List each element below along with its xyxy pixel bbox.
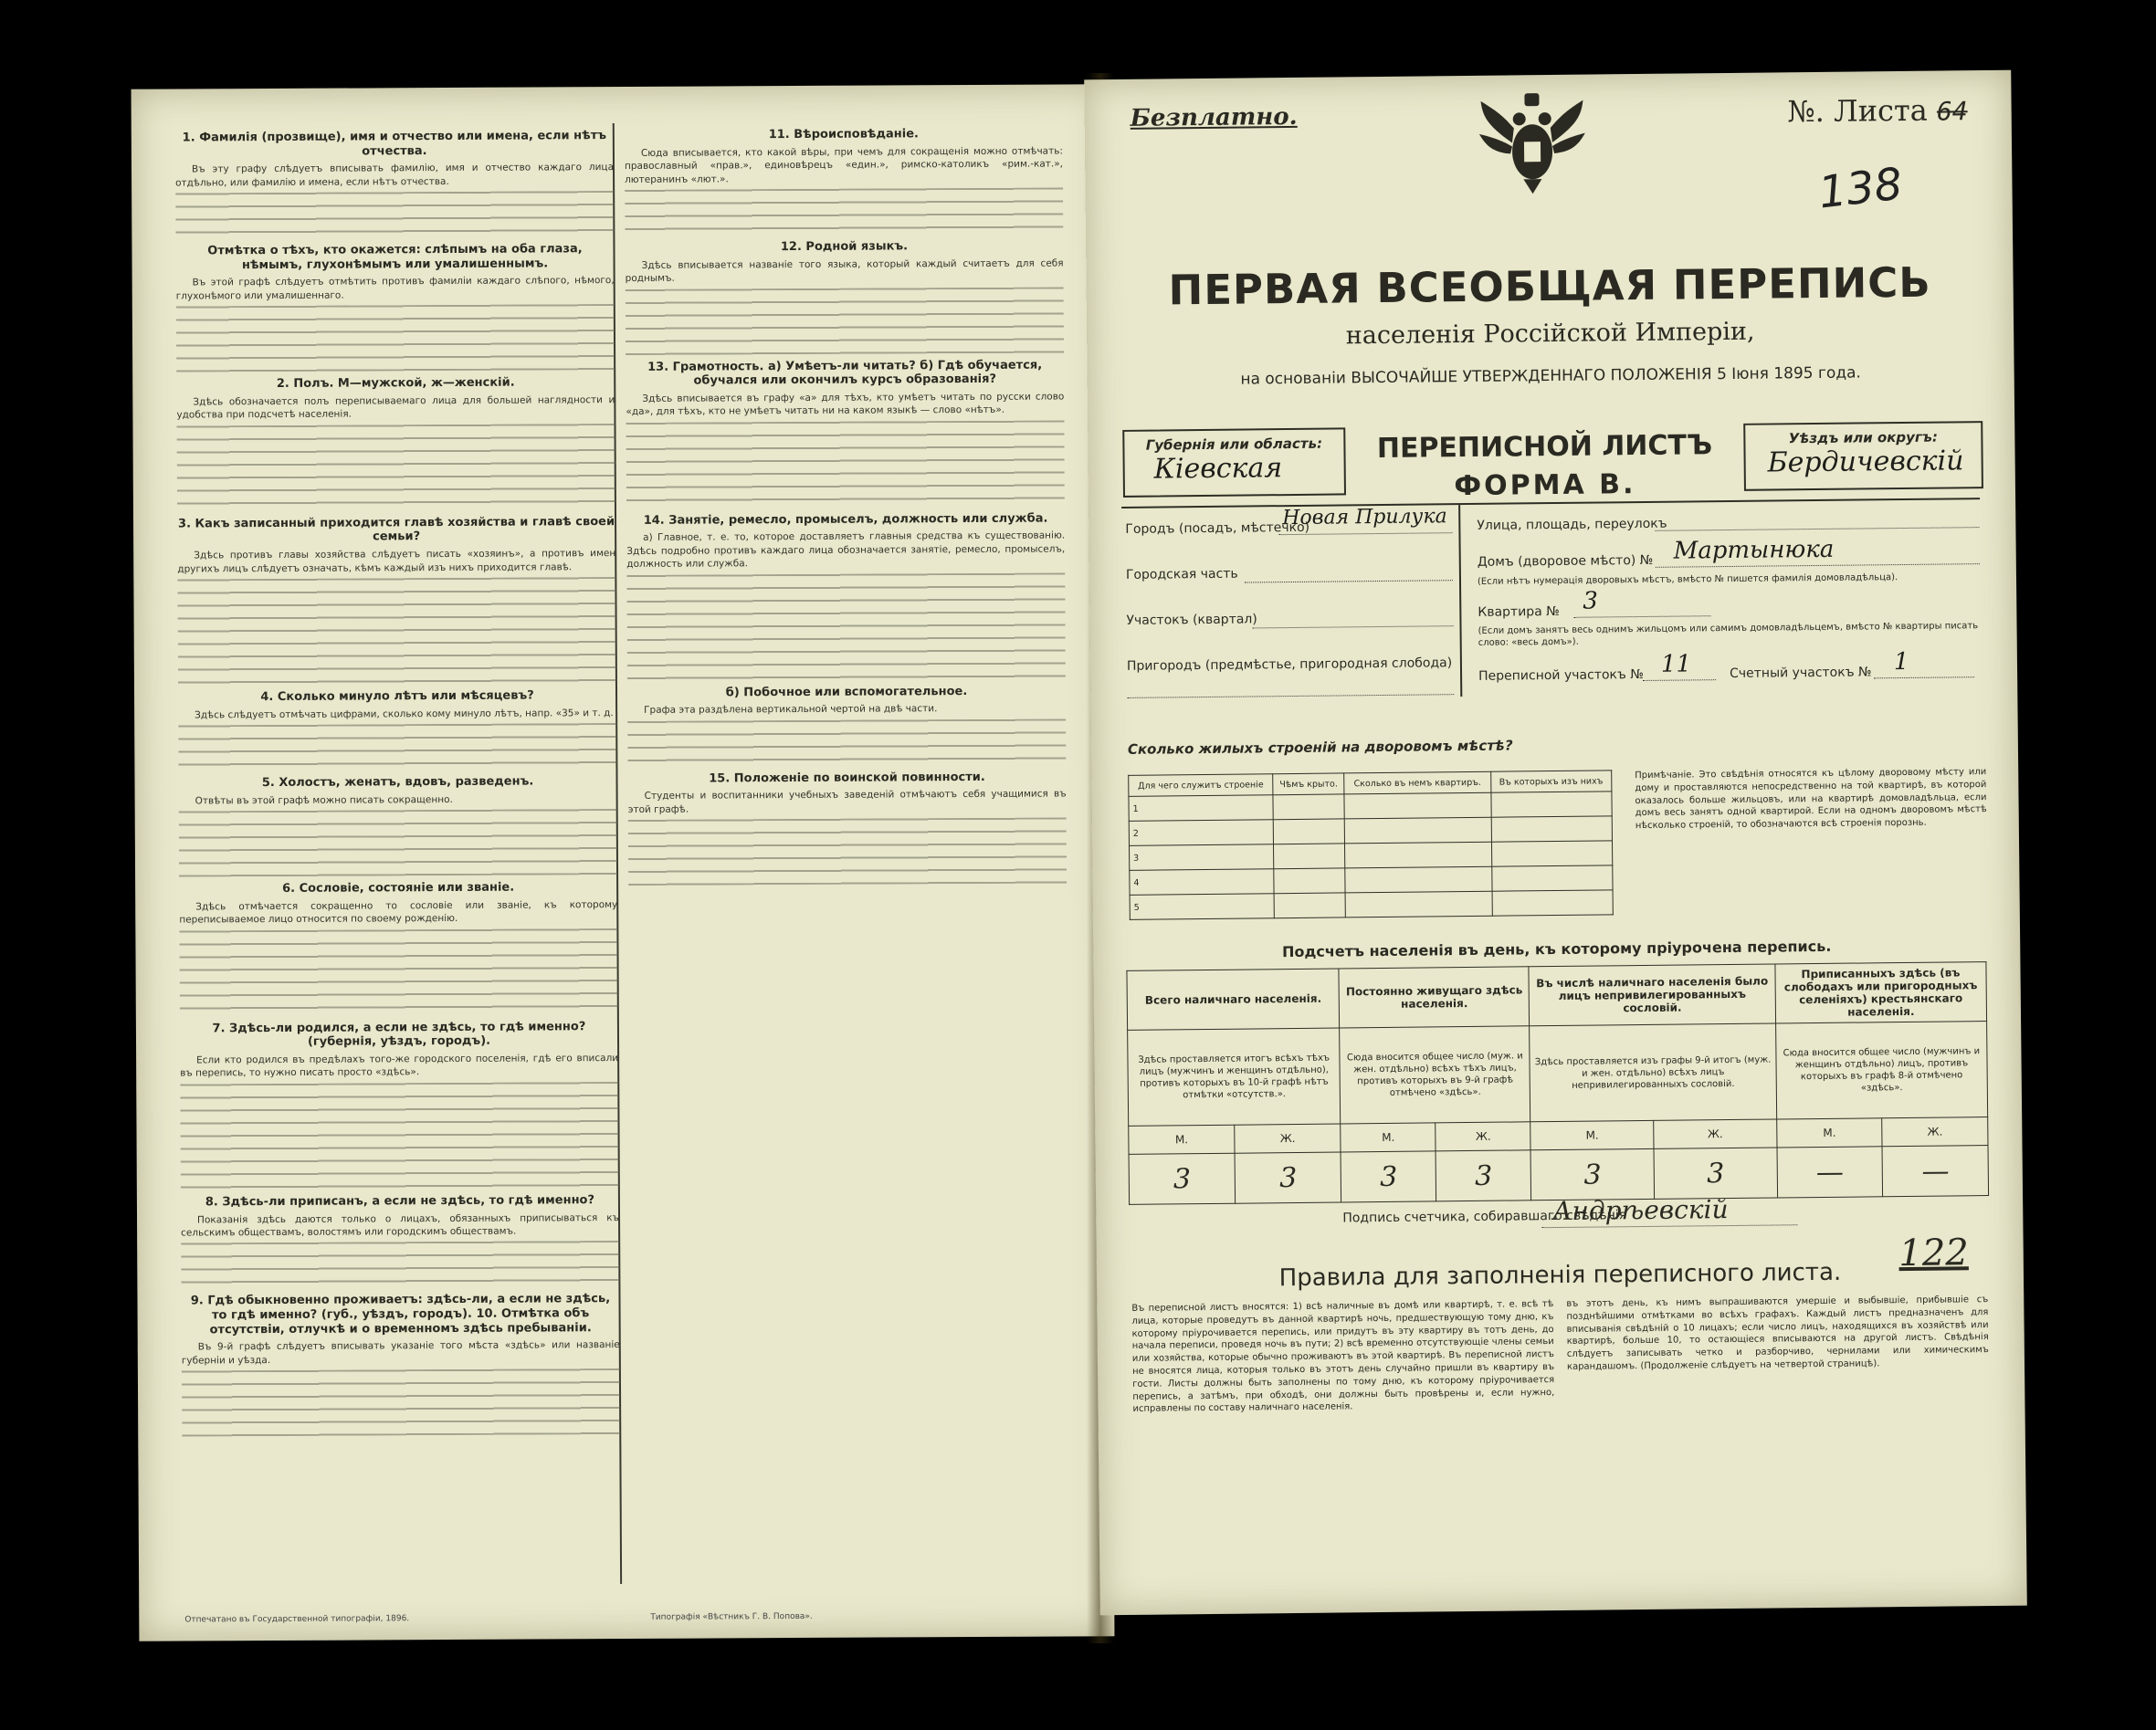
illegible-text-lines bbox=[180, 1082, 619, 1190]
illegible-text-lines bbox=[182, 1368, 620, 1437]
house-label: Домъ (дворовое мѣсто) № bbox=[1477, 552, 1654, 570]
section-text: Здѣсь слѣдуетъ отмѣчать цифрами, сколько кому минуло лѣтъ, напр. «35» и т. д. bbox=[195, 707, 614, 721]
sheet-title: ПЕРЕПИСНОЙ ЛИСТЪ bbox=[1376, 429, 1713, 466]
instructions-column-2 bbox=[625, 121, 1070, 1565]
dwellings-col-apartments: Сколько въ немъ квартиръ. bbox=[1344, 771, 1490, 794]
illegible-text-lines bbox=[626, 572, 1066, 681]
rules-heading: Правила для заполненія переписного листа. bbox=[1278, 1258, 1842, 1293]
section-text: Въ этой графѣ слѣдуетъ отмѣтить противъ фамиліи каждаго слѣпого, нѣмого, глухонѣмого или умалишеннаго. bbox=[175, 275, 615, 302]
section-text: Здѣсь вписывается въ графу «а» для тѣхъ, кто умѣетъ читать по русски слово «да», для тѣхъ, кто не умѣетъ читать ни на каком языкѣ — слово «нѣтъ». bbox=[626, 391, 1065, 418]
section-text: Здѣсь отмѣчается сокращенно то сословіе или званіе, къ которому переписываемое лицо относится по своему рожденію. bbox=[179, 898, 618, 926]
illegible-text-lines bbox=[627, 718, 1066, 767]
section-heading: 14. Занятіе, ремесло, промыселъ, должность или служба. bbox=[643, 511, 1048, 528]
form-label: ФОРМА В. bbox=[1454, 468, 1636, 503]
district-box bbox=[1743, 421, 1983, 491]
row-number: 4 bbox=[1130, 869, 1274, 896]
female-label: Ж. bbox=[1436, 1122, 1530, 1151]
instructions-column-1 bbox=[175, 123, 621, 1567]
printer-note-right: Типографія «Вѣстникъ Г. В. Попова». bbox=[650, 1611, 813, 1622]
suburb-label: Пригородъ (предмѣстье, пригородная слобода) bbox=[1126, 655, 1453, 674]
count-section-value: 1 bbox=[1893, 647, 1909, 676]
city-part-label: Городская часть bbox=[1125, 566, 1238, 582]
illegible-text-lines bbox=[181, 1241, 619, 1289]
sheet-number bbox=[1787, 92, 1968, 129]
female-label: Ж. bbox=[1235, 1124, 1341, 1153]
house-value: Мартынюка bbox=[1673, 535, 1835, 565]
section-heading: 7. Здѣсь-ли родился, а если не здѣсь, то гдѣ именно? (губернія, уѣздъ, городъ). bbox=[212, 1019, 586, 1050]
section-text: Графа эта раздѣлена вертикальной чертой на двѣ части. bbox=[644, 703, 938, 717]
permanent-female-count: 3 bbox=[1436, 1150, 1531, 1201]
count-col-present-head: Всего наличнаго населенія. bbox=[1127, 969, 1340, 1030]
section-text: Здѣсь противъ главы хозяйства слѣдуетъ писать «хозяинъ», а противъ имен другихъ лицъ слѣдуетъ означать, кѣмъ каждый изъ нихъ приходится главѣ. bbox=[177, 548, 616, 575]
section-heading: 6. Сословіе, состояніе или званіе. bbox=[282, 880, 515, 896]
suburb-line bbox=[1127, 674, 1454, 698]
illegible-text-lines bbox=[176, 304, 615, 372]
dwellings-col-purpose: Для чего служитъ строеніе bbox=[1129, 774, 1273, 797]
section-heading: Отмѣтка о тѣхъ, кто окажется: слѣпымъ на оба глаза, нѣмымъ, глухонѣмымъ или умалишеннымъ. bbox=[207, 242, 583, 272]
rules-text-left: Въ переписной листъ вносятся: 1) всѣ наличные въ домѣ или квартирѣ, т. е. всѣ тѣ лица, которые проведутъ въ данной квартирѣ ночь, предшествующую тому дню, къ которому пріурочивается перепись, или придутъ въ эту квартиру въ тотъ день, до начала переписи, проведя ночь въ пути; 2) всѣ временно отсутствующіе члены семьи или хозяйства, которые обычно проживаютъ въ этой квартирѣ. Въ переписной листъ не вносятся лица, которыя только въ этотъ день случайно пришли въ квартиру въ гости. Листы должны быть заполнены по тому дню, къ которому пріурочивается перепись, а затѣмъ, при обходѣ, они должны быть провѣрены и, если нужно, исправлены по составу наличнаго населенія. bbox=[1131, 1299, 1555, 1415]
illegible-text-lines bbox=[176, 424, 615, 512]
town-label: Городъ (посадъ, мѣстечко) bbox=[1125, 519, 1310, 537]
legal-basis-line: на основаніи ВЫСОЧАЙШЕ УТВЕРЖДЕННАГО ПОЛОЖЕНІЯ 5 Іюня 1895 года. bbox=[1240, 363, 1861, 389]
section-heading: 12. Родной языкъ. bbox=[780, 239, 909, 255]
illegible-text-lines bbox=[179, 809, 617, 877]
section-text: Сюда вписывается, кто какой вѣры, при чемъ для сокращенія можно отмѣчать: православный «прав.», единовѣрецъ «един.», римско-католикъ «рим.-кат.», лютеранинъ «лют.». bbox=[624, 145, 1064, 185]
illegible-text-lines bbox=[177, 577, 616, 686]
section-text: Здѣсь обозначается полъ переписываемаго лица для большей наглядности и удобства при подсчетѣ населенія. bbox=[176, 393, 615, 421]
count-section-line bbox=[1874, 656, 1974, 678]
unprivileged-male-count: 3 bbox=[1530, 1148, 1654, 1200]
section-heading: 5. Холостъ, женатъ, вдовъ, разведенъ. bbox=[261, 774, 534, 791]
precinct-line bbox=[1252, 605, 1453, 628]
precinct-label: Участокъ (квартал) bbox=[1126, 612, 1257, 628]
count-col-permanent-desc: Сюда вносится общее число (муж. и жен. отдѣльно) всѣхъ тѣхъ лицъ, противъ которыхъ въ 9-й графѣ отмѣчено «здѣсь». bbox=[1340, 1026, 1530, 1124]
section-heading: 2. Полъ. М—мужской, ж—женскій. bbox=[276, 375, 515, 392]
section-heading: 13. Грамотность. а) Умѣетъ-ли читать? б) Гдѣ обучается, обучался или окончилъ курсъ образованія? bbox=[647, 358, 1043, 388]
free-label: Безплатно. bbox=[1130, 102, 1298, 132]
section-heading: б) Побочное или вспомогательное. bbox=[725, 684, 968, 700]
apartment-value: 3 bbox=[1583, 587, 1598, 615]
province-box bbox=[1122, 427, 1346, 498]
section-text: Студенты и воспитанники учебныхъ заведеній отмѣчаютъ себя учащимися въ этой графѣ. bbox=[627, 788, 1067, 815]
male-label: М. bbox=[1129, 1125, 1236, 1154]
page-subtitle: населенія Россійской Имперіи, bbox=[1345, 317, 1755, 351]
printer-note-left: Отпечатано въ Государственной типографіи, 1896. bbox=[184, 1614, 410, 1625]
illegible-text-lines bbox=[178, 723, 616, 771]
district-label: Уѣздъ или округъ: bbox=[1788, 428, 1939, 447]
illegible-text-lines bbox=[625, 188, 1063, 236]
dwellings-question: Сколько жилыхъ строеній на дворовомъ мѣстѣ? bbox=[1127, 737, 1513, 758]
illegible-text-lines bbox=[626, 420, 1064, 509]
section-heading: 8. Здѣсь-ли приписанъ, а если не здѣсь, то гдѣ именно? bbox=[205, 1193, 595, 1210]
count-col-unprivileged-desc: Здѣсь проставляется изъ графы 9-й итогъ (муж. и жен. отдѣльно) всѣхъ лицъ непривилегированныхъ сословій. bbox=[1530, 1023, 1776, 1122]
table-row bbox=[1130, 890, 1613, 920]
population-count-table bbox=[1126, 961, 1989, 1205]
right-page bbox=[1084, 70, 2027, 1616]
peasant-female-count: — bbox=[1882, 1146, 1988, 1197]
section-heading: 15. Положеніе по воинской повинности. bbox=[709, 770, 985, 786]
peasant-male-count: — bbox=[1777, 1147, 1883, 1198]
count-col-peasant-desc: Сюда вносится общее число (мужчинъ и женщинъ отдѣльно) лицъ, противъ которыхъ въ графѣ 8-й отмѣчено «здѣсь». bbox=[1775, 1022, 1987, 1119]
census-section-value: 11 bbox=[1660, 650, 1692, 678]
section-text: Отвѣты въ этой графѣ можно писать сокращенно. bbox=[195, 793, 453, 807]
dwellings-table bbox=[1128, 770, 1614, 920]
male-label: М. bbox=[1341, 1123, 1436, 1152]
count-col-unprivileged-head: Въ числѣ наличнаго населенія было лицъ непривилегированныхъ сословій. bbox=[1529, 964, 1775, 1026]
female-label: Ж. bbox=[1882, 1117, 1988, 1147]
section-heading: 1. Фамилія (прозвище), имя и отчество или имена, если нѣтъ отчества. bbox=[182, 129, 607, 159]
present-female-count: 3 bbox=[1235, 1152, 1341, 1203]
section-text: Если кто родился въ предѣлахъ того-же городского поселенія, гдѣ его вписали въ перепись, то нужно писать просто «здѣсь». bbox=[180, 1052, 619, 1079]
left-page bbox=[131, 84, 1115, 1641]
rules-text-right: въ этотъ день, къ нимъ выпрашиваются умершіе и выбывшіе, прибывшіе съ позднѣйшими отмѣтками во всѣхъ графахъ. Каждый листъ предназначенъ для вписыванія свѣдѣній о 10 лицахъ; если число лицъ, находящихся въ хозяйствѣ или квартирѣ, больше 10, то остающіеся вписываются на другой листъ. Свѣдѣнія слѣдуетъ записывать четко и разборчиво, чернилами или химическимъ карандашомъ. (Продолженіе слѣдуетъ на четвертой страницѣ). bbox=[1566, 1295, 1989, 1372]
unprivileged-female-count: 3 bbox=[1654, 1148, 1777, 1199]
dwellings-remark: Примѣчаніе. Это свѣдѣнія относятся къ цѣлому дворовому мѣсту или дому и проставляются непосредственно на той квартирѣ, въ которой оказалось больше жильцовъ, или на квартирѣ домовладѣльца, если домъ весь занятъ одной квартирой. Если на одномъ дворовомъ мѣстѣ нѣсколько строеній, то обозначаются всѣ строенія порознь. bbox=[1635, 767, 1987, 832]
count-col-present-desc: Здѣсь проставляется итогъ всѣхъ тѣхъ лицъ (мужчинъ и женщинъ отдѣльно), противъ которыхъ въ 10-й графѣ нѣтъ отмѣтки «отсутств.». bbox=[1128, 1028, 1341, 1126]
row-number: 3 bbox=[1130, 844, 1274, 871]
apartment-note: (Если домъ занятъ весь однимъ жильцомъ или самимъ домовладѣльцемъ, вмѣсто № квартиры писать слово: «весь домъ»). bbox=[1478, 621, 1979, 648]
sheet-number-value: 64 bbox=[1936, 96, 1968, 127]
female-label: Ж. bbox=[1654, 1119, 1777, 1148]
count-col-peasant-head: Приписанныхъ здѣсь (въ слободахъ или пригородныхъ селеніяхъ) крестьянскаго населенія. bbox=[1775, 962, 1987, 1023]
handwritten-page-number: 138 bbox=[1815, 158, 1906, 219]
section-heading: 11. Вѣроисповѣданіе. bbox=[768, 127, 919, 142]
enumerator-signature: Андрѣевскій bbox=[1552, 1194, 1729, 1227]
illegible-text-lines bbox=[626, 287, 1064, 355]
section-text: а) Главное, т. е. то, которое доставляетъ главныя средства къ существованію. Здѣсь подробно противъ каждаго лица обозначается занятіе, ремесло, промыселъ, должность или служба. bbox=[626, 529, 1066, 571]
illegible-text-lines bbox=[628, 818, 1067, 886]
section-text: Здѣсь вписывается названіе того языка, который каждый считаетъ для себя роднымъ. bbox=[625, 257, 1064, 285]
census-section-label: Переписной участокъ № bbox=[1478, 666, 1644, 684]
house-note: (Если нѣтъ нумерація дворовыхъ мѣстъ, вмѣсто № пишется фамилія домовладѣльца). bbox=[1477, 572, 1898, 587]
row-number: 2 bbox=[1129, 820, 1273, 846]
handwritten-number: 122 bbox=[1898, 1232, 1969, 1275]
apartment-label: Квартира № bbox=[1478, 603, 1560, 620]
male-label: М. bbox=[1776, 1118, 1882, 1148]
province-value: Кіевская bbox=[1153, 452, 1283, 486]
town-value: Новая Прилука bbox=[1282, 505, 1447, 530]
section-heading: 9. Гдѣ обыкновенно проживаетъ: здѣсь-ли, а если не здѣсь, то гдѣ именно? (губ., уѣздъ, городъ). 10. Отмѣтка объ отсутствіи, отлучкѣ и о временномъ здѣсь пребываніи. bbox=[190, 1292, 611, 1337]
present-male-count: 3 bbox=[1129, 1153, 1236, 1204]
section-heading: 3. Какъ записанный приходится главѣ хозяйства и главѣ своей семьи? bbox=[177, 514, 615, 544]
double-headed-eagle-icon bbox=[1477, 88, 1587, 196]
section-heading: 4. Сколько минуло лѣтъ или мѣсяцевъ? bbox=[260, 688, 534, 705]
dwellings-col-roof: Чѣмъ крыто. bbox=[1273, 773, 1344, 795]
illegible-text-lines bbox=[175, 191, 614, 239]
population-count-heading: Подсчетъ населенія въ день, къ которому пріурочена перепись. bbox=[1281, 937, 1832, 961]
section-text: Показанія здѣсь даются только о лицахъ, обязанныхъ приписываться къ сельскимъ обществамъ, волостямъ или городскимъ обществамъ. bbox=[181, 1211, 620, 1239]
street-label: Улица, площадь, переулокъ bbox=[1477, 516, 1667, 533]
page-title: ПЕРВАЯ ВСЕОБЩАЯ ПЕРЕПИСЬ bbox=[1168, 257, 1931, 315]
row-number: 5 bbox=[1130, 894, 1274, 920]
count-col-permanent-head: Постоянно живущаго здѣсь населенія. bbox=[1339, 967, 1530, 1028]
male-label: М. bbox=[1530, 1120, 1654, 1149]
illegible-text-lines bbox=[179, 928, 617, 1017]
dwellings-col-which: Въ которыхъ изъ нихъ bbox=[1490, 771, 1612, 792]
province-label: Губернія или область: bbox=[1145, 435, 1323, 454]
address-divider bbox=[1458, 505, 1462, 697]
section-text: Въ 9-й графѣ слѣдуетъ вписывать указаніе того мѣста «здѣсь» или названіе губерніи и уѣзда. bbox=[181, 1339, 620, 1367]
sheet-number-label: №. Листа bbox=[1787, 92, 1928, 130]
enumerator-signature-label: Подпись счетчика, собиравшаго свѣдѣнія bbox=[1342, 1208, 1627, 1226]
district-value: Бердичевскій bbox=[1767, 445, 1964, 479]
count-section-label: Счетный участокъ № bbox=[1729, 665, 1872, 681]
street-line bbox=[1655, 507, 1979, 531]
city-part-line bbox=[1245, 560, 1453, 582]
row-number: 1 bbox=[1129, 795, 1273, 822]
permanent-male-count: 3 bbox=[1341, 1151, 1436, 1202]
section-text: Въ эту графу слѣдуетъ вписывать фамилію, имя и отчество каждаго лица отдѣльно, или фамилію и имена, если нѣтъ отчества. bbox=[175, 162, 615, 189]
